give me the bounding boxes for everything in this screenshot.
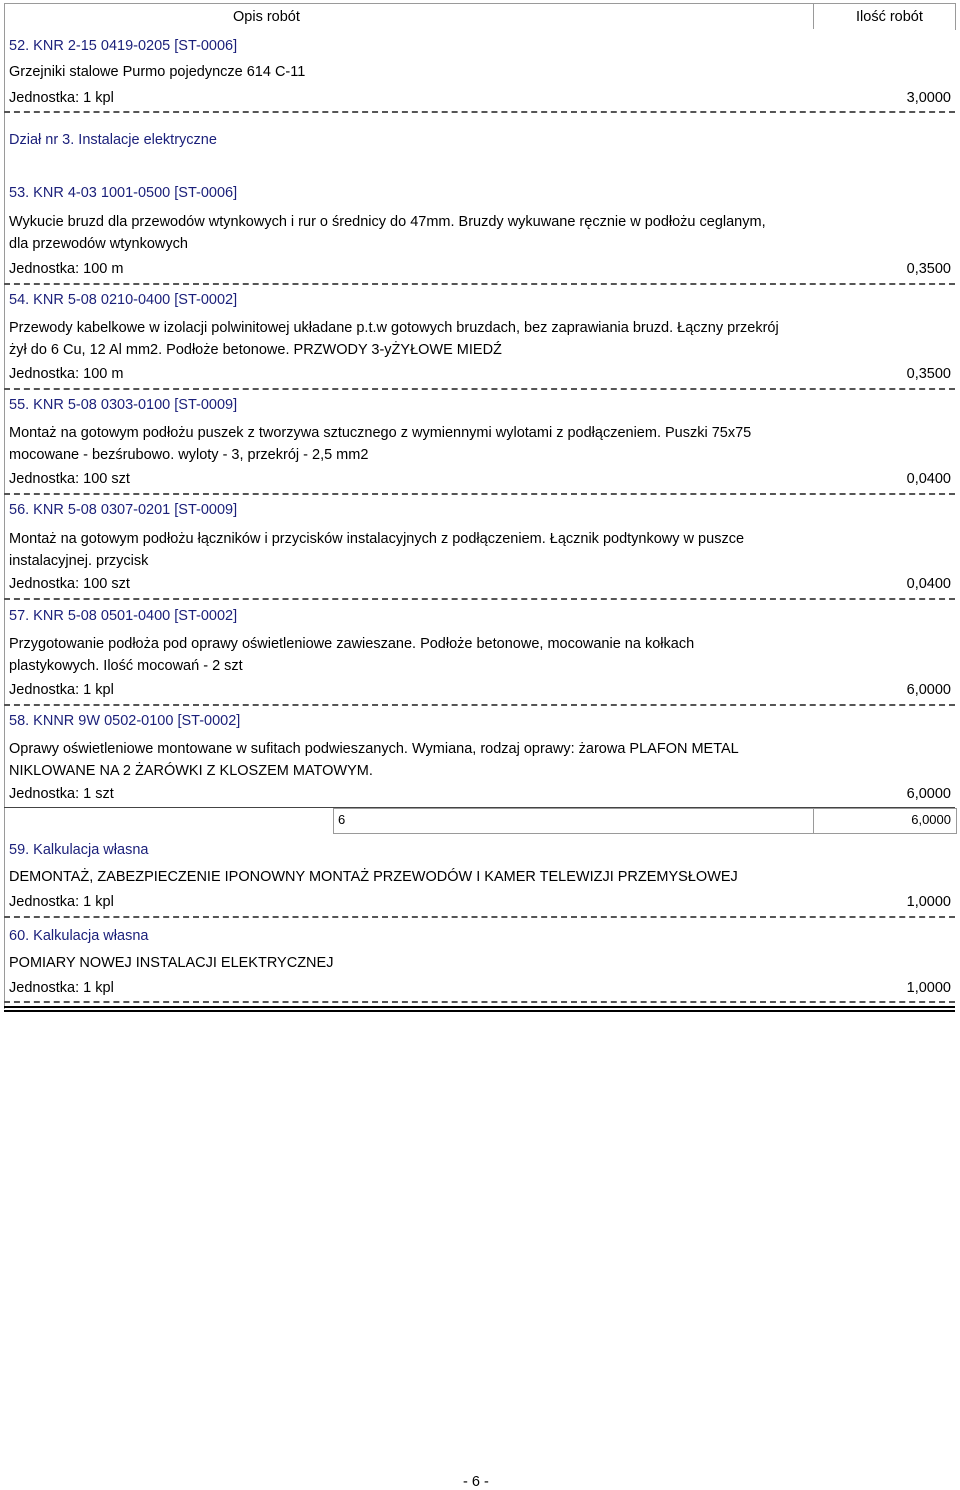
summary-count: 6 (338, 812, 346, 827)
item-description: Grzejniki stalowe Purmo pojedyncze 614 C-11 (9, 64, 306, 80)
item-unit: Jednostka: 1 szt (9, 786, 114, 802)
item-description: Oprawy oświetleniowe montowane w sufitach podwieszanych. Wymiana, rodzaj oprawy: żarowa PLAFON METAL (9, 741, 739, 757)
summary-divider (813, 808, 814, 834)
row-divider (4, 916, 955, 918)
item-code: 54. KNR 5-08 0210-0400 [ST-0002] (9, 292, 238, 308)
item-unit: Jednostka: 100 m (9, 366, 124, 382)
item-description: Przygotowanie podłoża pod oprawy oświetleniowe zawieszane. Podłoże betonowe, mocowanie na kołkach (9, 636, 695, 652)
item-code: 60. Kalkulacja własna (9, 928, 149, 944)
item-unit: Jednostka: 1 kpl (9, 980, 114, 996)
item-code: 57. KNR 5-08 0501-0400 [ST-0002] (9, 608, 238, 624)
row-divider (4, 111, 955, 113)
item-description: DEMONTAŻ, ZABEZPIECZENIE IPONOWNY MONTAŻ PRZEWODÓW I KAMER TELEWIZJI PRZEMYSŁOWEJ (9, 869, 738, 885)
item-description-cont: mocowane - bezśrubowo. wyloty - 3, przekrój - 2,5 mm2 (9, 447, 369, 463)
item-unit: Jednostka: 100 szt (9, 471, 130, 487)
item-code: 59. Kalkulacja własna (9, 842, 149, 858)
item-description: POMIARY NOWEJ INSTALACJI ELEKTRYCZNEJ (9, 955, 334, 971)
header-quantity: Ilość robót (856, 9, 923, 25)
item-quantity: 1,0000 (906, 894, 951, 910)
item-description: Wykucie bruzd dla przewodów wtynkowych i rur o średnicy do 47mm. Bruzdy wykuwane ręcznie w podłożu ceglanym, (9, 214, 766, 230)
table-end-line (4, 1006, 955, 1008)
item-code: 55. KNR 5-08 0303-0100 [ST-0009] (9, 397, 238, 413)
row-divider (4, 283, 955, 285)
item-quantity: 0,3500 (906, 366, 951, 382)
item-unit: Jednostka: 1 kpl (9, 894, 114, 910)
section-title: Dział nr 3. Instalacje elektryczne (9, 132, 217, 148)
item-unit: Jednostka: 1 kpl (9, 682, 114, 698)
item-quantity: 0,3500 (906, 261, 951, 277)
item-description-cont: instalacyjnej. przycisk (9, 553, 149, 569)
summary-box (333, 808, 957, 834)
header-divider (813, 3, 814, 29)
item-description-cont: dla przewodów wtynkowych (9, 236, 188, 252)
item-description-cont: NIKLOWANE NA 2 ŻARÓWKI Z KLOSZEM MATOWYM. (9, 763, 373, 779)
item-unit: Jednostka: 100 szt (9, 576, 130, 592)
header-description: Opis robót (233, 9, 300, 25)
item-unit: Jednostka: 1 kpl (9, 90, 114, 106)
item-unit: Jednostka: 100 m (9, 261, 124, 277)
item-description: Montaż na gotowym podłożu puszek z tworzywa sztucznego z wymiennymi wylotami z podłączeniem. Puszki 75x75 (9, 425, 752, 441)
item-code: 56. KNR 5-08 0307-0201 [ST-0009] (9, 502, 238, 518)
page-number: - 6 - (463, 1474, 489, 1490)
item-code: 58. KNNR 9W 0502-0100 [ST-0002] (9, 713, 241, 729)
item-description: Przewody kabelkowe w izolacji polwinitowej układane p.t.w gotowych bruzdach, bez zaprawiania bruzd. Łączny przekrój (9, 320, 779, 336)
item-code: 53. KNR 4-03 1001-0500 [ST-0006] (9, 185, 238, 201)
table-end-line (4, 1010, 955, 1012)
item-quantity: 0,0400 (906, 471, 951, 487)
row-divider (4, 704, 955, 706)
item-description-cont: żył do 6 Cu, 12 Al mm2. Podłoże betonowe. PRZWODY 3-yŻYŁOWE MIEDŹ (9, 342, 502, 358)
row-divider (4, 388, 955, 390)
item-code: 52. KNR 2-15 0419-0205 [ST-0006] (9, 38, 238, 54)
item-quantity: 6,0000 (906, 786, 951, 802)
item-description: Montaż na gotowym podłożu łączników i przycisków instalacyjnych z podłączeniem. Łącznik podtynkowy w puszce (9, 531, 745, 547)
row-divider (4, 1001, 955, 1003)
item-quantity: 3,0000 (906, 90, 951, 106)
item-description-cont: plastykowych. Ilość mocowań - 2 szt (9, 658, 243, 674)
row-divider (4, 493, 955, 495)
summary-total: 6,0000 (911, 812, 951, 827)
item-quantity: 6,0000 (906, 682, 951, 698)
row-divider (4, 598, 955, 600)
item-quantity: 0,0400 (906, 576, 951, 592)
item-quantity: 1,0000 (906, 980, 951, 996)
